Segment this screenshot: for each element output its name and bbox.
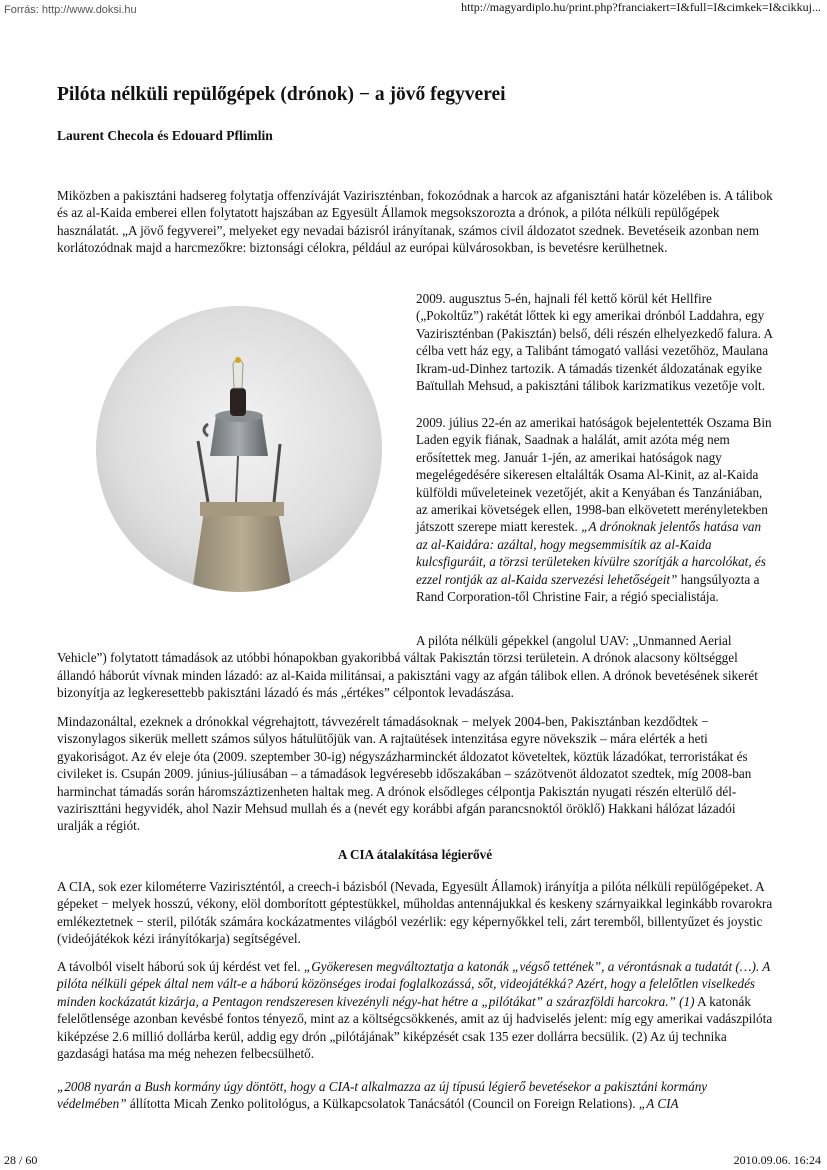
column-paragraph-2-attribution: hangsúlyozta a Rand Corporation-től Christine Fair, a régió specialistája. [416, 571, 760, 605]
cia-paragraph: A CIA, sok ezer kilométerre Vaziriszténtól, a creech-i bázisból (Nevada, Egyesült Államok) irányítja a pilóta nélküli repülőgépeket. A gépeket − melyek hosszú, vékony, elöl domborított géptestükkel, műholdas antennájukkal és keskeny szárnyaikkal leginkább rovarokra emlékeztetnek − steril, pilóták számára kockázatmentes világból vezérlik: egy képernyőkkel teli, zárt teremből, billentyűzet és joystic (videójátékok kézi irányítókarja) segítségével. [57, 879, 773, 947]
remote-war-intro: A távolból viselt háború sok új kérdést vet fel. [57, 959, 301, 974]
sculpture-illustration [96, 306, 382, 592]
column-paragraph-2-quote: „A drónoknak jelentős hatása van az al-Kaidára: azáltal, hogy megsemmisítik az al-Kaida kulcsfiguráit, a törzsi területeken kívülre szorítják a harcolókat, és ezzel rontják az al-Kaida szervezési lehetőségeit” [416, 519, 766, 587]
bush-paragraph [57, 1078, 773, 1113]
remote-war-paragraph [57, 958, 773, 1062]
source-note: Forrás: http://www.doksi.hu [4, 4, 137, 16]
bush-quote: „2008 nyarán a Bush kormány úgy döntött, hogy a CIA-t alkalmazza az új típusú légierő bevetésekor a pakisztáni kormány védelmében” [57, 1079, 708, 1112]
drone-sculpture-photo [96, 306, 382, 592]
column-paragraph-2 [416, 414, 774, 605]
article-authors: Laurent Checola és Edouard Pflimlin [57, 128, 273, 143]
uav-paragraph: A pilóta nélküli gépekkel (angolul UAV: „Unmanned Aerial Vehicle”) folytatott támadások az utóbbi hónapokban gyakoribbá váltak Pakisztán törzsi területein. A drónok alacsony költséggel állandó háborút vívnak minden lázadó: az al-Kaida militánsai, a pakisztáni vagy az afgán tálibok ellen. A drónok bevetésének sikerét bizonyítja az legkeresettebb pakisztáni lázadó és más „értékes” célpontok levadászása. [57, 633, 758, 701]
remote-war-quote: „Gyökeresen megváltoztatja a katonák „végső tettének”, a vérontásnak a tudatát (…). A pilóta nélküli gépek által nem vált-e a háború közönséges irodai foglalkozássá, sőt, videojátékká? Azért, hogy a felelőtlen viselkedés minden kockázatát kizárja, a Pentagon rendszeresen kivezényli négy-hat hétre a „pilótákat” a szárazföldi harcokra.” (1) [57, 959, 771, 1009]
attacks-paragraph: Mindazonáltal, ezeknek a drónokkal végrehajtott, távvezérelt támadásoknak − melyek 2004-ben, Pakisztánban kezdődtek − viszonylagos sikerük mellett számos súlyos hátulütőjük van. A rajtaütések intenzitása egyre növekszik – mára elérték a heti gyakoriságot. Az év eleje óta (2009. szeptember 30-ig) négyszázharminckét áldozatot követeltek, köztük lázadókat, terroristákat és civileket is. Csupán 2009. június-júliusában – a támadások legvéresebb időszakában – százötvenöt áldozatot szedtek, míg 2008-ban harminchat támadás során háromszáztizenheten haltak meg. A drónok elsődleges célpontja Pakisztán nyugati részén elterülő dél-vaziriszttáni hegyvidék, ahol Nazir Mehsud mullah és a (nevét egy korábbi afgán parancsnoktól öröklő) Hakkani hálózat lázadói uralják a régiót. [57, 714, 752, 834]
print-datetime: 2010.09.06. 16:24 [733, 1153, 821, 1167]
article-title: Pilóta nélküli repülőgépek (drónok) − a jövő fegyverei [57, 84, 506, 105]
page-url: http://magyardiplo.hu/print.php?franciakert=I&full=I&cimkek=I&cikkuj... [461, 0, 821, 14]
column-paragraph-2-text: 2009. július 22-én az amerikai hatóságok bejelentették Oszama Bin Laden egyik fiának, Saadnak a halálát, amit azóta még nem erősítettek meg. Január 1-jén, az amerikai hatóságok nagy megelégedésére sikeresen eltalálták Osama Al-Kinit, az al-Kaida külföldi műveleteinek vezetőjét, akit a Kenyában és Tanzániában, az amerikai követségek ellen, 1998-ban elkövetett merényletekben játszott szerepe miatt kerestek. [416, 415, 772, 535]
page-counter: 28 / 60 [4, 1153, 38, 1167]
bush-attribution: állította Micah Zenko politológus, a Külkapcsolatok Tanácsától (Council on Foreign Relations). [129, 1096, 636, 1112]
bush-tail-quote: „A CIA [638, 1096, 679, 1112]
remote-war-body: A katonák felelőtlensége azonban kevésbé fontos tényező, mint az a költségcsökkenés, amit az új hadviselés jelent: míg egy amerikai vadászpilóta kiképzése 2.6 millió dollárba kerül, addig egy drón „pilótájának” kiképzését csak 135 ezer dollárra becsülik. (2) Az új technika gazdasági hatása ma még nehezen felbecsülhető. [57, 993, 773, 1062]
intro-paragraph: Miközben a pakisztáni hadsereg folytatja offenzíváját Vaziriszténban, fokozódnak a harcok az afganisztáni határ közelében is. A tálibok és az al-Kaida emberei ellen folytatott hajszában az Egyesült Államok megsokszorozta a drónok, a pilóta nélküli repülőgépek használatát. „A jövő fegyverei”, melyeket egy nevadai bázisról irányítanak, számos civil áldozatot szednek. Bevetéseik azonban nem korlátozódnak majd a harcmezőkre: biztonsági célokra, például az európai külvárosokban, is bevetésre kerülhetnek. [57, 188, 773, 256]
column-paragraph-1: 2009. augusztus 5-én, hajnali fél kettő körül két Hellfire („Pokoltűz”) rakétát lőttek ki egy amerikai drónból Laddahra, egy Vaziriszténban (Pakisztán) belső, déli részén elhelyezkedő falura. A célba vett ház egy, a Talibánt támogató vallási vezetőhöz, Maulana Ikram-ud-Dinhez tartozik. A támadás tizenkét áldozatának egyike Baïtullah Mehsud, a pakisztáni tálibok karizmatikus vezetője volt. [416, 291, 773, 394]
section-heading: A CIA átalakítása légierővé [337, 847, 493, 862]
